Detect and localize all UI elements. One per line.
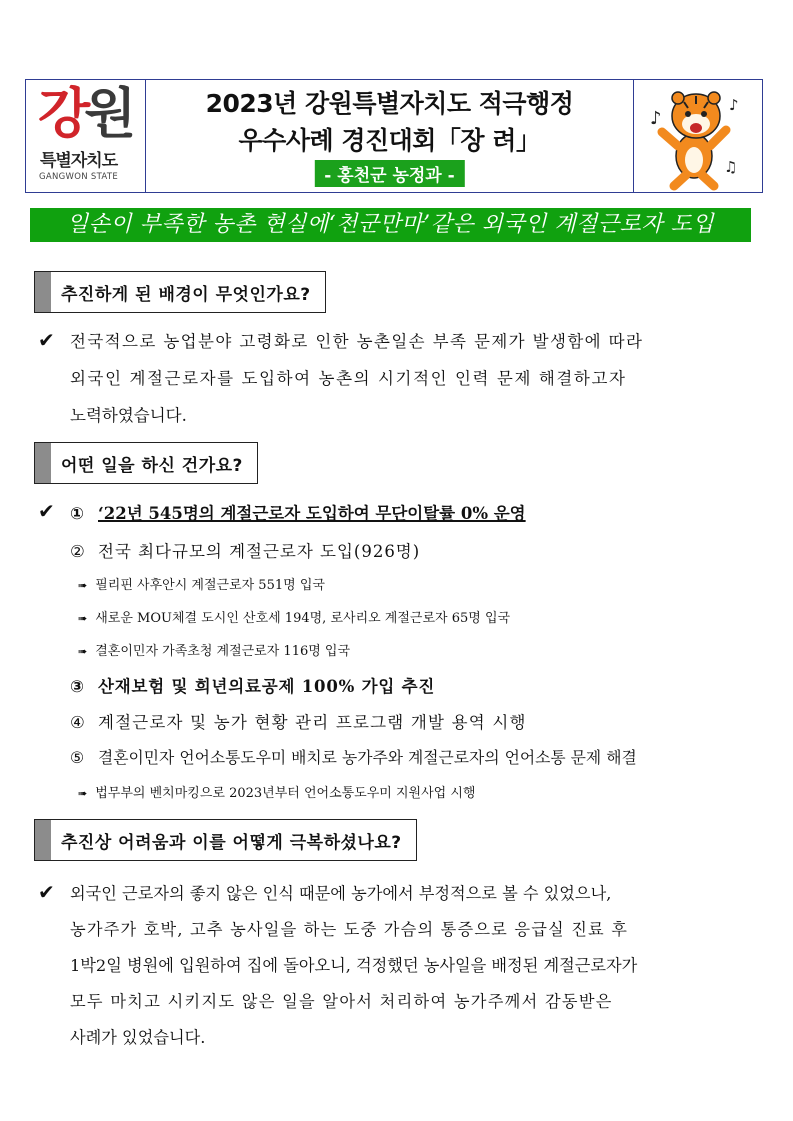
work-subitem (78, 782, 475, 801)
logo-english: GANGWON STATE (39, 172, 119, 182)
subitem-text: 새로운 MOU체결 도시인 산호세 194명, 로사리오 계절근로자 65명 입국 (95, 611, 511, 626)
svg-text:♫: ♫ (724, 158, 738, 176)
work-subitem (78, 607, 510, 626)
page-title-line1: 2023년 강원특별자치도 적극행정 (205, 89, 574, 118)
item-number: ④ (70, 713, 85, 732)
item-text: 결혼이민자 언어소통도우미 배치로 농가주와 계절근로자의 언어소통 문제 해결 (98, 748, 637, 767)
logo-char-1: 강 (38, 82, 85, 145)
work-item-5 (70, 745, 637, 768)
background-paragraph (38, 326, 758, 426)
gangwon-logo (26, 80, 146, 192)
paragraph-line: 외국인 계절근로자를 도입하여 농촌의 시기적인 인력 문제 해결하고자 (70, 369, 627, 388)
department-badge: - 홍천군 농정과 - (314, 160, 464, 187)
paragraph-line: 노력하였습니다. (70, 406, 187, 425)
heading-bar (35, 820, 51, 860)
work-item-3 (70, 673, 435, 697)
work-item-4 (70, 709, 527, 733)
logo-subtitle: 특별자치도 (40, 151, 118, 171)
heading-bar (35, 443, 51, 483)
work-subitem (78, 574, 325, 593)
paragraph-line: 전국적으로 농업분야 고령화로 인한 농촌일손 부족 문제가 발생함에 따라 (70, 332, 644, 351)
item-number: ② (70, 542, 85, 561)
title-block (146, 80, 634, 192)
paragraph-line: 모두 마치고 시키지도 않은 일을 알아서 처리하여 농가주께서 감동받은 (70, 992, 613, 1011)
logo-char-2: 원 (84, 82, 131, 145)
section-heading-difficulty (34, 819, 417, 861)
work-item-2 (70, 538, 420, 562)
item-text: ‘22년 545명의 계절근로자 도입하여 무단이탈률 0% 운영 (98, 504, 526, 523)
work-item-1 (70, 500, 526, 524)
heading-text: 추진하게 된 배경이 무엇인가요? (61, 284, 311, 305)
paragraph-line: 농가주가 호박, 고추 농사일을 하는 도중 가슴의 통증으로 응급실 진료 후 (70, 920, 629, 939)
header-box (25, 79, 763, 193)
item-text: 산재보험 및 희년의료공제 100% 가입 추진 (98, 677, 436, 696)
tiger-mascot-icon (634, 80, 762, 192)
headline-banner: 일손이 부족한 농촌 현실에‘천군만마’같은 외국인 계절근로자 도입 (30, 208, 751, 242)
section-heading-background (34, 271, 326, 313)
right-arrow-icon: ➠ (78, 787, 88, 800)
item-number: ① (70, 504, 84, 523)
subitem-text: 결혼이민자 가족초청 계절근로자 116명 입국 (95, 644, 351, 659)
heading-text: 추진상 어려움과 이를 어떻게 극복하셨나요? (61, 832, 402, 853)
subitem-text: 필리핀 사후안시 계절근로자 551명 입국 (95, 578, 325, 593)
logo-wordmark (38, 82, 133, 146)
paragraph-line: 외국인 근로자의 좋지 않은 인식 때문에 농가에서 부정적으로 볼 수 있었으나, (70, 884, 612, 903)
item-number: ⑤ (70, 748, 85, 767)
check-mark-icon: ✔ (38, 499, 55, 523)
right-arrow-icon: ➠ (78, 579, 88, 592)
section-heading-work (34, 442, 258, 484)
check-mark-icon: ✔ (38, 880, 55, 904)
page-title-line2: 우수사례 경진대회「장 려」 (238, 126, 541, 155)
check-mark-icon: ✔ (38, 328, 55, 352)
right-arrow-icon: ➠ (78, 612, 88, 625)
right-arrow-icon: ➠ (78, 645, 88, 658)
work-subitem (78, 640, 350, 659)
heading-text: 어떤 일을 하신 건가요? (61, 455, 243, 476)
paragraph-line: 사례가 있었습니다. (70, 1028, 206, 1047)
item-text: 전국 최다규모의 계절근로자 도입(926명) (98, 542, 421, 561)
difficulty-paragraph (38, 878, 758, 1058)
heading-bar (35, 272, 51, 312)
item-number: ③ (70, 677, 84, 696)
svg-text:♪: ♪ (650, 108, 662, 129)
paragraph-line: 1박2일 병원에 입원하여 집에 돌아오니, 걱정했던 농사일을 배정된 계절근로자가 (70, 956, 638, 975)
item-text: 계절근로자 및 농가 현황 관리 프로그램 개발 용역 시행 (98, 713, 527, 732)
subitem-text: 법무부의 벤치마킹으로 2023년부터 언어소통도우미 지원사업 시행 (95, 786, 476, 801)
svg-text:♪: ♪ (729, 96, 739, 114)
